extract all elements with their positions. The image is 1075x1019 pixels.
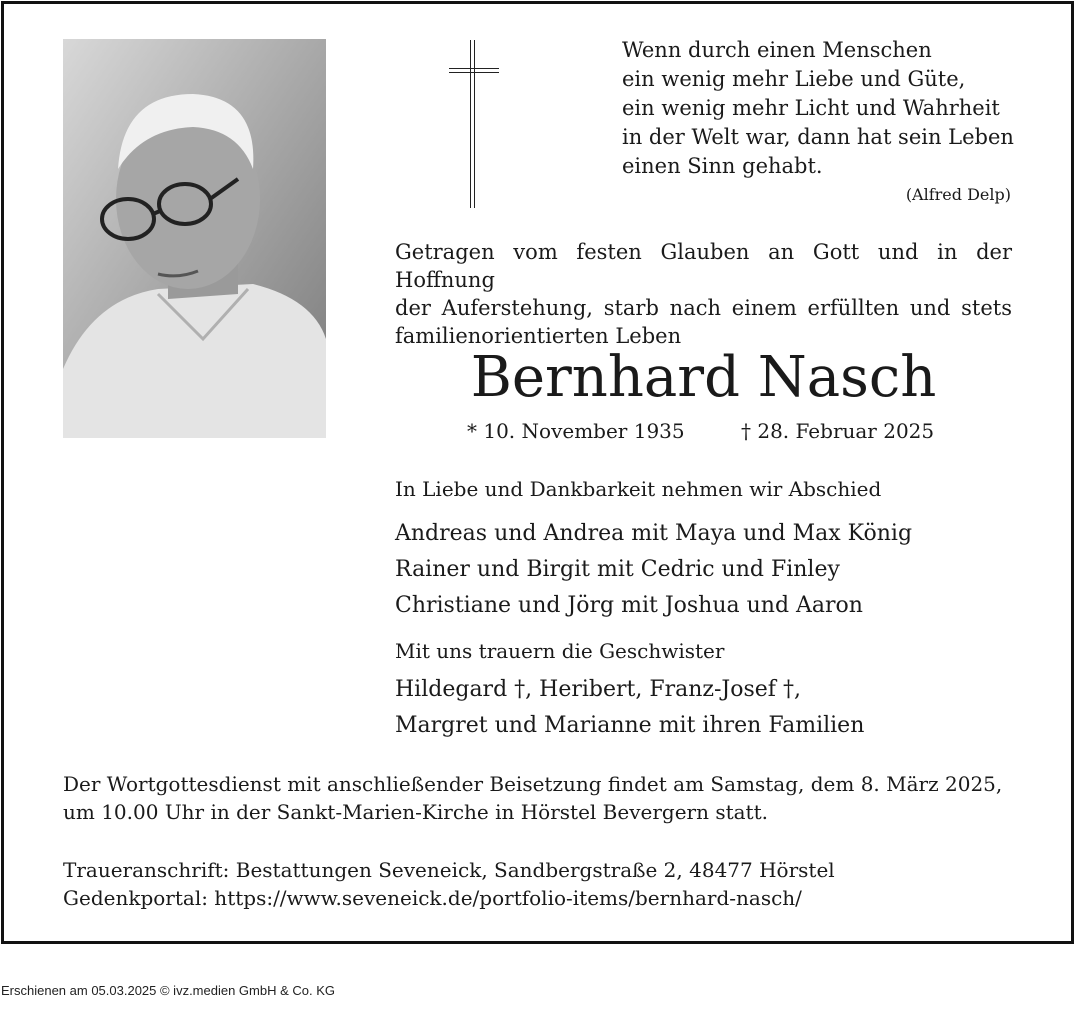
service-line: um 10.00 Uhr in der Sankt-Marien-Kirche in Hörstel Bevergern statt. xyxy=(63,800,768,824)
cross-icon-bar-2 xyxy=(449,72,499,73)
quote-line: ein wenig mehr Licht und Wahrheit xyxy=(622,96,1000,120)
publication-footer: Erschienen am 05.03.2025 © ivz.medien GmbH & Co. KG xyxy=(1,983,336,998)
cross-icon-line xyxy=(474,40,475,208)
cross-icon xyxy=(470,40,471,208)
farewell-text: In Liebe und Dankbarkeit nehmen wir Abschied xyxy=(395,477,882,501)
memorial-portal-link[interactable]: Gedenkportal: https://www.seveneick.de/portfolio-items/bernhard-nasch/ xyxy=(63,886,802,910)
service-line: Der Wortgottesdienst mit anschließender Beisetzung findet am Samstag, dem 8. März 2025, xyxy=(63,772,1003,796)
portrait-illustration xyxy=(63,39,326,438)
death-date: † 28. Februar 2025 xyxy=(741,419,935,443)
siblings-line: Hildegard †, Heribert, Franz-Josef †, xyxy=(395,677,801,702)
family-line: Christiane und Jörg mit Joshua und Aaron xyxy=(395,593,863,618)
intro-line: familienorientierten Leben xyxy=(395,324,682,348)
quote-author: (Alfred Delp) xyxy=(905,185,1011,204)
address-line: Traueranschrift: Bestattungen Seveneick, Sandbergstraße 2, 48477 Hörstel xyxy=(63,858,835,882)
quote-line: Wenn durch einen Menschen xyxy=(622,38,932,62)
deceased-name: Bernhard Nasch xyxy=(470,345,937,410)
family-line: Andreas und Andrea mit Maya und Max König xyxy=(395,521,913,546)
siblings-line: Margret und Marianne mit ihren Familien xyxy=(395,713,865,738)
family-list xyxy=(395,516,912,624)
cross-icon-bar xyxy=(449,68,499,69)
birth-date: * 10. November 1935 xyxy=(467,419,685,443)
service-info xyxy=(63,770,1002,826)
quote-line: einen Sinn gehabt. xyxy=(622,154,823,178)
intro-text xyxy=(395,238,1012,350)
address-info xyxy=(63,856,835,912)
intro-line: Getragen vom festen Glauben an Gott und in der Hoffnung xyxy=(395,240,1012,292)
siblings-list xyxy=(395,672,864,744)
quote-line: in der Welt war, dann hat sein Leben xyxy=(622,125,1014,149)
siblings-intro: Mit uns trauern die Geschwister xyxy=(395,639,725,663)
portrait-photo xyxy=(63,39,326,438)
family-line: Rainer und Birgit mit Cedric und Finley xyxy=(395,557,840,582)
quote-line: ein wenig mehr Liebe und Güte, xyxy=(622,67,966,91)
intro-line: der Auferstehung, starb nach einem erfüllten und stets xyxy=(395,296,1012,320)
quote xyxy=(622,36,1022,181)
